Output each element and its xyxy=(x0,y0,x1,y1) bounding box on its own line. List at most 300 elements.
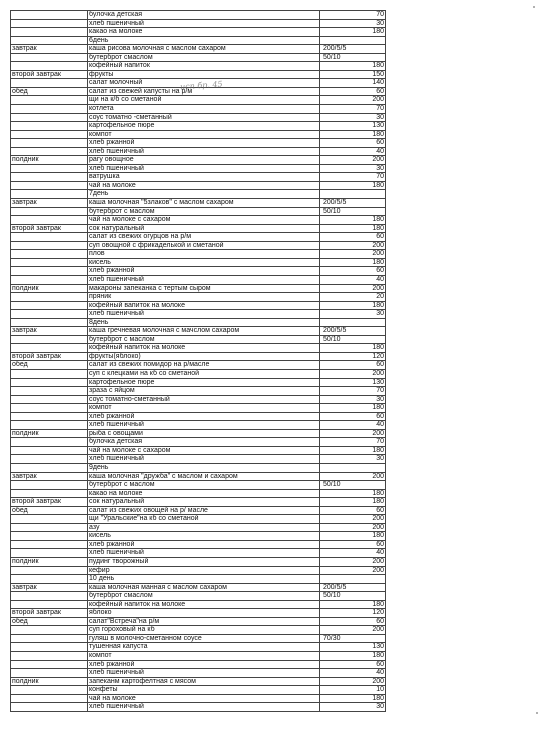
quantity-cell: 180 xyxy=(320,446,386,455)
quantity-cell: 200 xyxy=(320,250,386,259)
meal-cell: полдник xyxy=(11,156,88,165)
quantity-cell: 60 xyxy=(320,540,386,549)
table-row xyxy=(11,438,386,447)
table-row xyxy=(11,506,386,515)
quantity-cell: 120 xyxy=(320,609,386,618)
dish-cell: каша молочная манная с маслом сахаром xyxy=(88,583,320,592)
table-row xyxy=(11,190,386,199)
meal-cell: завтрак xyxy=(11,583,88,592)
table-row xyxy=(11,241,386,250)
dish-cell: каша молочная "5злаков" с маслом сахаром xyxy=(88,199,320,208)
quantity-cell xyxy=(320,575,386,584)
table-row xyxy=(11,224,386,233)
quantity-cell: 130 xyxy=(320,643,386,652)
quantity-cell xyxy=(320,463,386,472)
dish-cell: суп овощной с фрикаделькой и сметаной xyxy=(88,241,320,250)
meal-cell xyxy=(11,267,88,276)
meal-cell xyxy=(11,421,88,430)
meal-cell xyxy=(11,626,88,635)
table-row xyxy=(11,139,386,148)
meal-cell: второй завтрак xyxy=(11,224,88,233)
meal-cell xyxy=(11,515,88,524)
dish-cell: рагу овощное xyxy=(88,156,320,165)
meal-cell xyxy=(11,233,88,242)
meal-cell xyxy=(11,62,88,71)
table-row xyxy=(11,293,386,302)
dish-cell: какао на молоке xyxy=(88,489,320,498)
dish-cell: яблоко xyxy=(88,609,320,618)
quantity-cell: 180 xyxy=(320,489,386,498)
quantity-cell: 40 xyxy=(320,275,386,284)
table-row xyxy=(11,147,386,156)
meal-cell: завтрак xyxy=(11,472,88,481)
meal-cell xyxy=(11,549,88,558)
meal-cell xyxy=(11,173,88,182)
dish-cell: кисель xyxy=(88,258,320,267)
dish-cell: каша молочная "дружба" с маслом и сахаром xyxy=(88,472,320,481)
quantity-cell: 200 xyxy=(320,156,386,165)
quantity-cell xyxy=(320,318,386,327)
quantity-cell: 200 xyxy=(320,523,386,532)
quantity-cell: 180 xyxy=(320,404,386,413)
dish-cell: конфеты xyxy=(88,686,320,695)
dish-cell: хлеб ржанной xyxy=(88,412,320,421)
quantity-cell: 180 xyxy=(320,498,386,507)
table-row xyxy=(11,258,386,267)
quantity-cell: 70 xyxy=(320,11,386,20)
table-row xyxy=(11,609,386,618)
meal-cell xyxy=(11,147,88,156)
meal-cell xyxy=(11,592,88,601)
table-row xyxy=(11,250,386,259)
meal-cell xyxy=(11,481,88,490)
table-row xyxy=(11,472,386,481)
meal-cell xyxy=(11,216,88,225)
scan-speck xyxy=(533,6,535,8)
dish-cell: салат молочный xyxy=(88,79,320,88)
quantity-cell: 60 xyxy=(320,267,386,276)
dish-cell: булочка детская xyxy=(88,11,320,20)
meal-cell xyxy=(11,293,88,302)
table-row xyxy=(11,677,386,686)
table-row xyxy=(11,532,386,541)
table-row xyxy=(11,284,386,293)
dish-cell: пряник xyxy=(88,293,320,302)
quantity-cell: 180 xyxy=(320,258,386,267)
table-row xyxy=(11,301,386,310)
quantity-cell: 60 xyxy=(320,361,386,370)
table-row xyxy=(11,53,386,62)
table-row xyxy=(11,164,386,173)
dish-cell: хлеб ржанной xyxy=(88,267,320,276)
table-row xyxy=(11,395,386,404)
quantity-cell: 200/5/5 xyxy=(320,327,386,336)
quantity-cell: 30 xyxy=(320,164,386,173)
quantity-cell: 180 xyxy=(320,344,386,353)
dish-cell: какао на молоке xyxy=(88,28,320,37)
dish-cell: ватрушка xyxy=(88,173,320,182)
meal-cell xyxy=(11,489,88,498)
table-row xyxy=(11,173,386,182)
table-row xyxy=(11,130,386,139)
meal-cell xyxy=(11,105,88,114)
dish-cell: салат из свежей капусты на р/м xyxy=(88,87,320,96)
quantity-cell: 200 xyxy=(320,515,386,524)
quantity-cell: 130 xyxy=(320,122,386,131)
dish-cell: кофейный напиток xyxy=(88,62,320,71)
quantity-cell: 10 xyxy=(320,686,386,695)
quantity-cell: 60 xyxy=(320,506,386,515)
meal-cell xyxy=(11,463,88,472)
table-row xyxy=(11,463,386,472)
meal-cell xyxy=(11,275,88,284)
meal-cell xyxy=(11,335,88,344)
meal-cell xyxy=(11,404,88,413)
dish-cell: хлеб пшеничный xyxy=(88,19,320,28)
quantity-cell: 180 xyxy=(320,130,386,139)
dish-cell: компот xyxy=(88,652,320,661)
table-row xyxy=(11,703,386,712)
dish-cell: хлеб пшеничный xyxy=(88,703,320,712)
meal-cell: полдник xyxy=(11,677,88,686)
quantity-cell: 200/5/5 xyxy=(320,45,386,54)
quantity-cell: 30 xyxy=(320,113,386,122)
quantity-cell: 50/10 xyxy=(320,53,386,62)
dish-cell: запеканм картофелтная с мясом xyxy=(88,677,320,686)
quantity-cell: 60 xyxy=(320,617,386,626)
meal-cell xyxy=(11,207,88,216)
meal-cell: полдник xyxy=(11,429,88,438)
quantity-cell: 30 xyxy=(320,455,386,464)
dish-cell: кефир xyxy=(88,566,320,575)
handwritten-note: исп бр. 45 xyxy=(179,79,223,92)
meal-cell xyxy=(11,438,88,447)
quantity-cell: 60 xyxy=(320,233,386,242)
meal-cell xyxy=(11,241,88,250)
meal-cell xyxy=(11,113,88,122)
dish-cell: чай на молоке с сахаром xyxy=(88,446,320,455)
quantity-cell: 30 xyxy=(320,310,386,319)
quantity-cell: 40 xyxy=(320,549,386,558)
table-row xyxy=(11,660,386,669)
meal-cell: второй завтрак xyxy=(11,609,88,618)
table-row xyxy=(11,387,386,396)
dish-cell: тушенная капуста xyxy=(88,643,320,652)
quantity-cell: 50/10 xyxy=(320,335,386,344)
quantity-cell: 200 xyxy=(320,558,386,567)
quantity-cell: 200 xyxy=(320,369,386,378)
meal-cell xyxy=(11,643,88,652)
table-row xyxy=(11,643,386,652)
table-row xyxy=(11,446,386,455)
quantity-cell: 200 xyxy=(320,677,386,686)
dish-cell: хлеб ржанной xyxy=(88,660,320,669)
table-row xyxy=(11,558,386,567)
dish-cell: 8день xyxy=(88,318,320,327)
quantity-cell: 200 xyxy=(320,241,386,250)
table-row xyxy=(11,617,386,626)
quantity-cell: 70 xyxy=(320,105,386,114)
dish-cell: салат из свежих овощей на р/ масле xyxy=(88,506,320,515)
quantity-cell: 50/10 xyxy=(320,207,386,216)
dish-cell: салат из свежих огурцов на р/м xyxy=(88,233,320,242)
meal-cell xyxy=(11,669,88,678)
table-row xyxy=(11,318,386,327)
table-row xyxy=(11,669,386,678)
table-row xyxy=(11,369,386,378)
dish-cell: кофейный напиток на молоке xyxy=(88,600,320,609)
quantity-cell: 70 xyxy=(320,387,386,396)
table-row xyxy=(11,216,386,225)
table-row xyxy=(11,455,386,464)
dish-cell: плов xyxy=(88,250,320,259)
quantity-cell: 30 xyxy=(320,703,386,712)
quantity-cell: 180 xyxy=(320,652,386,661)
meal-cell xyxy=(11,122,88,131)
table-row xyxy=(11,361,386,370)
quantity-cell: 70 xyxy=(320,438,386,447)
quantity-cell: 140 xyxy=(320,79,386,88)
meal-cell xyxy=(11,11,88,20)
dish-cell: хлеб пшеничный xyxy=(88,421,320,430)
quantity-cell: 180 xyxy=(320,28,386,37)
meal-cell xyxy=(11,412,88,421)
meal-cell: обед xyxy=(11,617,88,626)
meal-cell xyxy=(11,532,88,541)
dish-cell: бутерброт смаслом xyxy=(88,53,320,62)
dish-cell: соус томатно-сметанный xyxy=(88,395,320,404)
dish-cell: фрукты(яблоко) xyxy=(88,352,320,361)
meal-cell xyxy=(11,96,88,105)
table-row xyxy=(11,181,386,190)
dish-cell: бутерброт с маслом xyxy=(88,481,320,490)
quantity-cell: 120 xyxy=(320,352,386,361)
table-row xyxy=(11,540,386,549)
quantity-cell: 60 xyxy=(320,660,386,669)
table-row xyxy=(11,96,386,105)
quantity-cell: 60 xyxy=(320,139,386,148)
meal-cell xyxy=(11,575,88,584)
meal-cell xyxy=(11,369,88,378)
table-row xyxy=(11,652,386,661)
meal-cell xyxy=(11,344,88,353)
table-row xyxy=(11,199,386,208)
meal-cell: завтрак xyxy=(11,45,88,54)
table-row xyxy=(11,122,386,131)
quantity-cell: 180 xyxy=(320,224,386,233)
quantity-cell xyxy=(320,36,386,45)
quantity-cell: 200 xyxy=(320,626,386,635)
dish-cell: щи на к/б со сметаной xyxy=(88,96,320,105)
table-row xyxy=(11,694,386,703)
meal-cell xyxy=(11,164,88,173)
dish-cell: бутерброт с маслом xyxy=(88,335,320,344)
meal-cell xyxy=(11,36,88,45)
dish-cell: хлеб ржанной xyxy=(88,139,320,148)
quantity-cell: 70/30 xyxy=(320,634,386,643)
meal-cell xyxy=(11,455,88,464)
table-row xyxy=(11,352,386,361)
dish-cell: щи "Уральские"на кб со сметаной xyxy=(88,515,320,524)
dish-cell: кофейный вапиток на молоке xyxy=(88,301,320,310)
dish-cell: хлеб пшеничный xyxy=(88,147,320,156)
table-row xyxy=(11,626,386,635)
meal-cell xyxy=(11,446,88,455)
table-row xyxy=(11,113,386,122)
dish-cell: чай на молоке xyxy=(88,181,320,190)
quantity-cell: 200 xyxy=(320,472,386,481)
dish-cell: компот xyxy=(88,404,320,413)
meal-cell: полдник xyxy=(11,558,88,567)
meal-cell xyxy=(11,190,88,199)
dish-cell: бутерброт с маслом xyxy=(88,207,320,216)
meal-cell xyxy=(11,523,88,532)
quantity-cell: 130 xyxy=(320,378,386,387)
table-row xyxy=(11,344,386,353)
quantity-cell: 180 xyxy=(320,62,386,71)
quantity-cell: 180 xyxy=(320,301,386,310)
meal-cell xyxy=(11,600,88,609)
table-row xyxy=(11,62,386,71)
meal-cell xyxy=(11,139,88,148)
meal-cell xyxy=(11,130,88,139)
dish-cell: кисель xyxy=(88,532,320,541)
meal-cell: второй завтрак xyxy=(11,498,88,507)
table-row xyxy=(11,634,386,643)
dish-cell: сок натуральный xyxy=(88,224,320,233)
meal-cell xyxy=(11,566,88,575)
table-row xyxy=(11,421,386,430)
meal-cell: завтрак xyxy=(11,199,88,208)
dish-cell: хлеб пшеничный xyxy=(88,455,320,464)
meal-cell xyxy=(11,703,88,712)
quantity-cell: 200 xyxy=(320,566,386,575)
dish-cell: хлеб ржанной xyxy=(88,540,320,549)
meal-cell: обед xyxy=(11,506,88,515)
table-row xyxy=(11,36,386,45)
dish-cell: сок натуральный xyxy=(88,498,320,507)
dish-cell: суп гороховый на кб xyxy=(88,626,320,635)
dish-cell: салат"Встреча"на р/м xyxy=(88,617,320,626)
table-row xyxy=(11,207,386,216)
dish-cell: бутерброт смаслом xyxy=(88,592,320,601)
quantity-cell: 200/5/5 xyxy=(320,583,386,592)
table-row xyxy=(11,335,386,344)
dish-cell: булочка детская xyxy=(88,438,320,447)
meal-cell xyxy=(11,181,88,190)
table-row xyxy=(11,19,386,28)
meal-cell xyxy=(11,660,88,669)
quantity-cell: 200/5/5 xyxy=(320,199,386,208)
quantity-cell: 180 xyxy=(320,532,386,541)
table-row xyxy=(11,575,386,584)
quantity-cell: 200 xyxy=(320,429,386,438)
table-row xyxy=(11,566,386,575)
table-row xyxy=(11,583,386,592)
table-row xyxy=(11,28,386,37)
meal-cell xyxy=(11,28,88,37)
meal-cell xyxy=(11,53,88,62)
quantity-cell: 40 xyxy=(320,669,386,678)
table-row xyxy=(11,429,386,438)
meal-cell xyxy=(11,634,88,643)
meal-cell xyxy=(11,310,88,319)
dish-cell: рыба с овощами xyxy=(88,429,320,438)
dish-cell: соус томатно -сметанный xyxy=(88,113,320,122)
meal-cell xyxy=(11,652,88,661)
table-row xyxy=(11,523,386,532)
dish-cell: зраза с яйцом xyxy=(88,387,320,396)
table-row xyxy=(11,489,386,498)
table-row xyxy=(11,45,386,54)
table-row xyxy=(11,11,386,20)
quantity-cell: 30 xyxy=(320,19,386,28)
meal-cell xyxy=(11,19,88,28)
table-row xyxy=(11,600,386,609)
dish-cell: каша гречневая молочная с мачслом сахаром xyxy=(88,327,320,336)
table-row xyxy=(11,233,386,242)
meal-cell xyxy=(11,686,88,695)
dish-cell: 6день xyxy=(88,36,320,45)
dish-cell: кофейный напиток на молоке xyxy=(88,344,320,353)
meal-cell xyxy=(11,387,88,396)
meal-cell: обед xyxy=(11,87,88,96)
table-row xyxy=(11,549,386,558)
dish-cell: суп с клецками на кб со сметаной xyxy=(88,369,320,378)
dish-cell: макароны запеканка с тертым сыром xyxy=(88,284,320,293)
dish-cell: хлеб пшеничный xyxy=(88,164,320,173)
dish-cell: 7день xyxy=(88,190,320,199)
dish-cell: компот xyxy=(88,130,320,139)
quantity-cell: 70 xyxy=(320,173,386,182)
dish-cell: гуляш в молочно-сметанном соусе xyxy=(88,634,320,643)
dish-cell: картофельное пюре xyxy=(88,122,320,131)
quantity-cell: 50/10 xyxy=(320,481,386,490)
table-row xyxy=(11,515,386,524)
dish-cell: пудинг творожный xyxy=(88,558,320,567)
meal-cell xyxy=(11,258,88,267)
table-row xyxy=(11,481,386,490)
dish-cell: хлеб пшеничный xyxy=(88,310,320,319)
dish-cell: чай на молоке с сахаром xyxy=(88,216,320,225)
meal-cell: полдник xyxy=(11,284,88,293)
quantity-cell: 200 xyxy=(320,96,386,105)
table-row xyxy=(11,686,386,695)
table-row xyxy=(11,327,386,336)
table-row xyxy=(11,498,386,507)
dish-cell: котлета xyxy=(88,105,320,114)
quantity-cell: 60 xyxy=(320,412,386,421)
dish-cell: чай на молоке xyxy=(88,694,320,703)
meal-cell: завтрак xyxy=(11,327,88,336)
quantity-cell: 150 xyxy=(320,70,386,79)
meal-cell xyxy=(11,79,88,88)
meal-cell xyxy=(11,318,88,327)
quantity-cell: 200 xyxy=(320,284,386,293)
table-row xyxy=(11,105,386,114)
table-row xyxy=(11,404,386,413)
meal-cell: обед xyxy=(11,361,88,370)
dish-cell: каша рисова молочная с маслом сахаром xyxy=(88,45,320,54)
table-row xyxy=(11,70,386,79)
meal-cell: второй завтрак xyxy=(11,352,88,361)
menu-table xyxy=(10,10,386,712)
table-row xyxy=(11,310,386,319)
quantity-cell: 180 xyxy=(320,600,386,609)
menu-sheet xyxy=(10,10,385,712)
menu-table-body xyxy=(11,11,386,712)
meal-cell xyxy=(11,301,88,310)
